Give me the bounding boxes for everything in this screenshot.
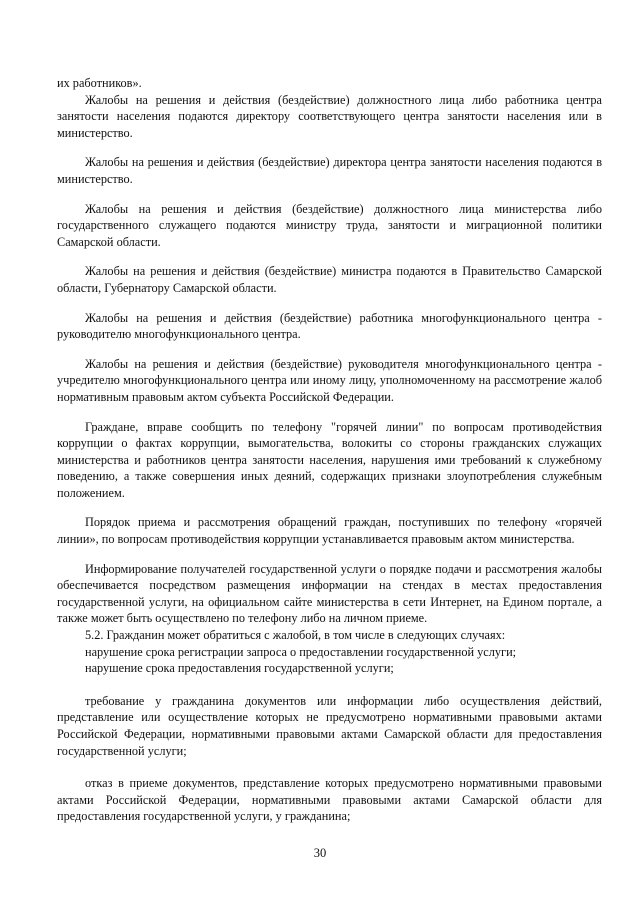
paragraph: Жалобы на решения и действия (бездействие) должностного лица либо работника центра занятости населения подаются директору соответствующего центра занятости населения или в министерство.: [57, 92, 602, 140]
page-number: 30: [313, 846, 327, 860]
list-item: требование у гражданина документов или информации либо осуществления действий, представление или осуществление которых не предусмотрено нормативными правовыми актами Российской Федерации, нормативными правовыми актами Самарской области для предоставления государственной услуги;: [57, 693, 602, 758]
paragraph: Информирование получателей государственной услуги о порядке подачи и рассмотрения жалобы обеспечивается посредством размещения информации на стендах в местах предоставления государственной услуги, на официальном сайте министерства в сети Интернет, на Едином портале, а также может быть осуществлено по телефону либо на личном приеме.: [57, 561, 602, 626]
paragraph-continuation: их работников».: [57, 76, 142, 90]
list-item: отказ в приеме документов, представление которых предусмотрено нормативными правовыми актами Российской Федерации, нормативными правовыми актами Самарской области для предоставления государственной услуги, у гражданина;: [57, 776, 602, 824]
paragraph: Граждане, вправе сообщить по телефону "горячей линии" по вопросам противодействия коррупции о фактах коррупции, вымогательства, волокиты со стороны гражданских служащих министерства и работников центра занятости населения, нарушения ими требований к служебному поведению, а также совершения иных деяний, содержащих признаки злоупотребления служебным положением.: [57, 419, 602, 500]
paragraph: Порядок приема и рассмотрения обращений граждан, поступивших по телефону «горячей линии», по вопросам противодействия коррупции устанавливается правовым актом министерства.: [57, 515, 602, 547]
list-item: нарушение срока предоставления государственной услуги;: [85, 661, 394, 676]
section-heading-5-2: 5.2. Гражданин может обратиться с жалобой, в том числе в следующих случаях:: [85, 628, 506, 643]
paragraph: Жалобы на решения и действия (бездействие) работника многофункционального центра - руководителю многофункционального центра.: [57, 310, 602, 342]
list-item: нарушение срока регистрации запроса о предоставлении государственной услуги;: [85, 644, 517, 659]
paragraph: Жалобы на решения и действия (бездействие) директора центра занятости населения подаются в министерство.: [57, 155, 602, 186]
paragraph: Жалобы на решения и действия (бездействие) руководителя многофункционального центра - учредителю многофункционального центра или иному лицу, уполномоченному на рассмотрение жалоб нормативным правовым актом субъекта Российской Федерации.: [57, 356, 602, 404]
page-body: [57, 75, 602, 825]
paragraph: Жалобы на решения и действия (бездействие) должностного лица министерства либо государственного служащего подаются министру труда, занятости и миграционной политики Самарской области.: [57, 201, 602, 249]
paragraph: Жалобы на решения и действия (бездействие) министра подаются в Правительство Самарской области, Губернатору Самарской области.: [57, 264, 602, 295]
